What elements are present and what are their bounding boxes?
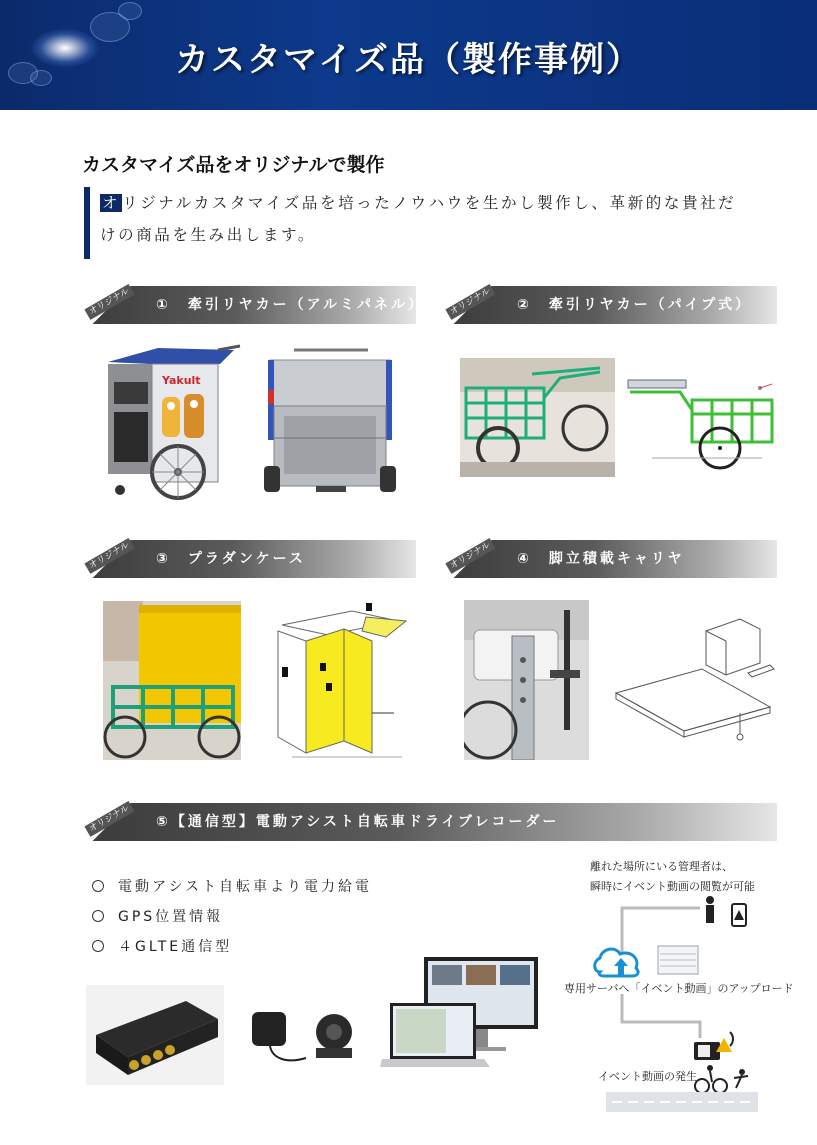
original-tag: オリジナル [84, 286, 142, 324]
case-photo-yellow [103, 601, 241, 760]
section-bar-2 [445, 286, 777, 324]
cloud-upload-icon [595, 949, 638, 976]
feature-item: 電動アシスト自転車より電力給電 [92, 876, 372, 906]
original-tag: オリジナル [445, 286, 503, 324]
cart-drawing-pipe [622, 370, 777, 474]
case-drawing-yellow [262, 597, 420, 767]
section-heading: カスタマイズ品をオリジナルで製作 [82, 154, 385, 176]
original-tag: オリジナル [84, 803, 142, 841]
section-bar-3 [84, 540, 416, 578]
manager-icon [706, 896, 746, 926]
circle-bullet-icon [92, 940, 104, 952]
ladder-carrier-drawing [610, 603, 777, 760]
section-bar-5 [84, 803, 777, 841]
section-label-2: ② 牽引リヤカー（パイプ式） [517, 297, 753, 313]
cyclist-collision-icon [695, 1065, 748, 1093]
original-tag: オリジナル [445, 540, 503, 578]
header-banner [0, 0, 817, 110]
feature-list [92, 876, 372, 966]
section-label-3: ③ プラダンケース [156, 551, 306, 567]
circle-bullet-icon [92, 910, 104, 922]
page-title: カスタマイズ品（製作事例） [175, 40, 642, 80]
section-bar-4 [445, 540, 777, 578]
decor-bubble [118, 2, 142, 20]
upload-caption: 専用サーバへ「イベント動画」のアップロード [564, 982, 794, 995]
cart-photo-aluminium [264, 346, 396, 498]
circle-bullet-icon [92, 880, 104, 892]
manager-caption-line1: 離れた場所にいる管理者は、 [590, 860, 733, 873]
monitor-and-laptop-photo [380, 955, 540, 1075]
feature-item: ４GLTE通信型 [92, 936, 372, 966]
original-tag: オリジナル [84, 540, 142, 578]
intro-paragraph [84, 187, 784, 259]
section-label-4: ④ 脚立積載キャリヤ [517, 551, 685, 567]
ladder-carrier-photo [464, 600, 589, 760]
manager-caption-line2: 瞬時にイベント動画の閲覧が可能 [590, 880, 755, 893]
section-label-1: ① 牽引リヤカー（アルミパネル） [156, 297, 426, 313]
gps-and-camera-photo [246, 1008, 358, 1074]
event-caption: イベント動画の発生 [598, 1070, 697, 1083]
section-label-5: ⑤【通信型】電動アシスト自転車ドライブレコーダー [156, 814, 560, 830]
yakult-logo: Yakult [162, 374, 201, 387]
intro-line2: けの商品を生み出します。 [100, 226, 316, 244]
intro-line1: リジナルカスタマイズ品を培ったノウハウを生かし製作し、革新的な貴社だ [122, 194, 737, 212]
cart-photo-yakult [100, 342, 242, 502]
feature-item: GPS位置情報 [92, 906, 372, 936]
section-bar-1 [84, 286, 426, 324]
intro-first-char: オ [102, 194, 121, 212]
cart-photo-green-pipe [460, 358, 615, 477]
recorder-unit-photo [86, 985, 224, 1085]
